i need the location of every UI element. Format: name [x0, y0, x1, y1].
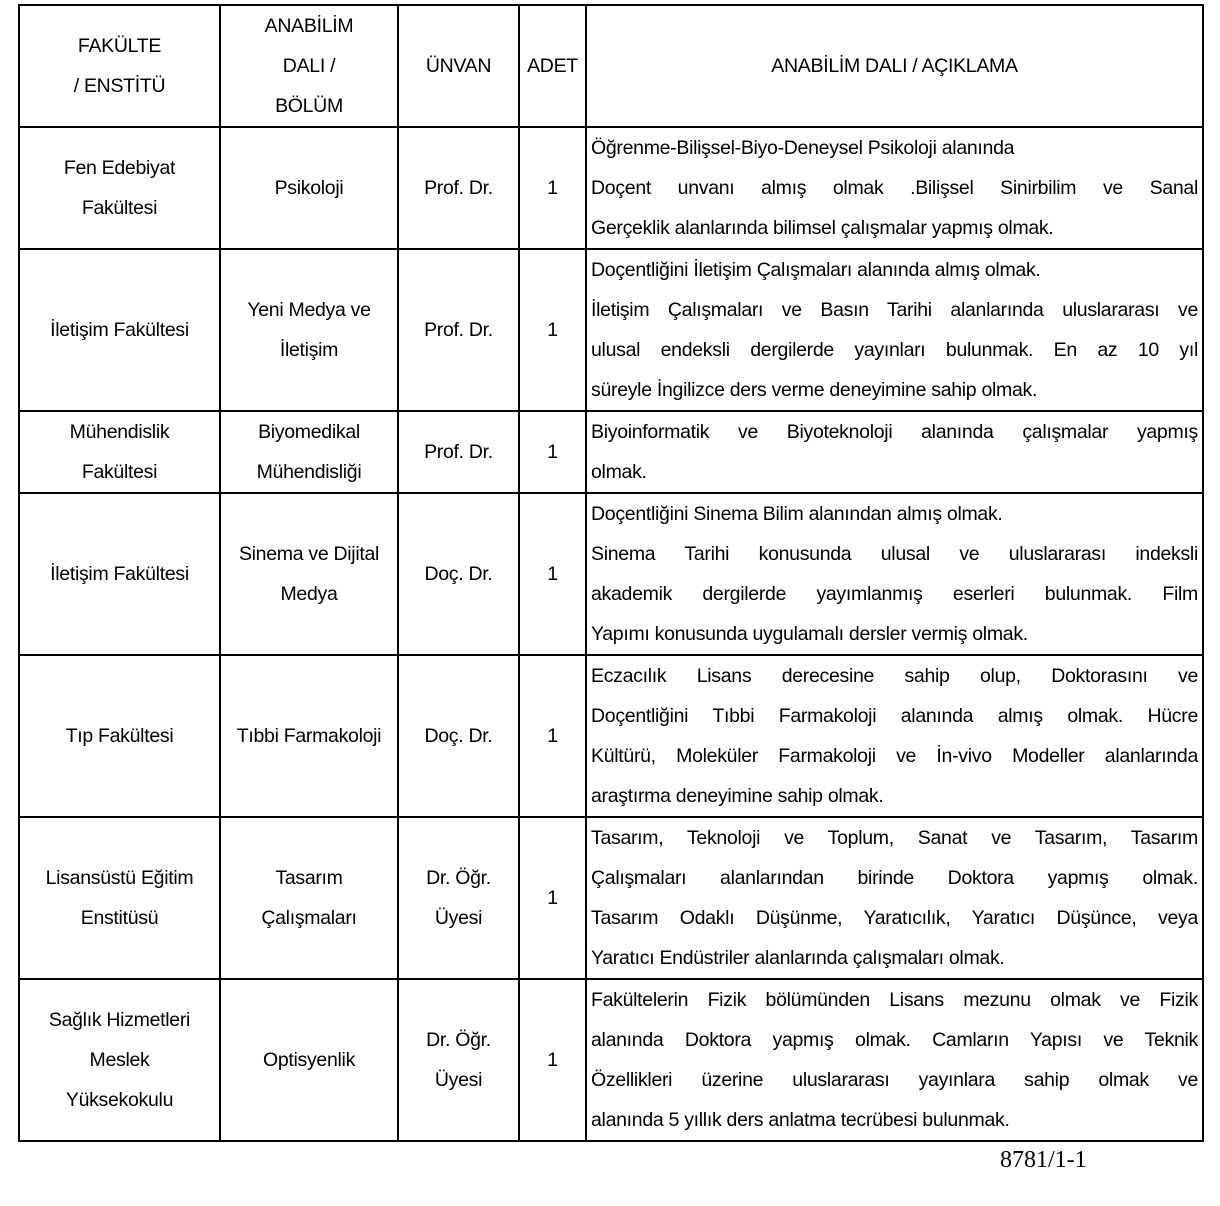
title-text: Doç. Dr.	[424, 563, 493, 585]
description-line: Özellikleri üzerine uluslararası yayınlara sahip olmak ve	[591, 1069, 1198, 1091]
faculty-text: Sağlık Hizmetleri	[48, 1009, 191, 1031]
table-row	[19, 817, 1203, 979]
description-line: Tasarım, Teknoloji ve Toplum, Sanat ve Tasarım, Tasarım	[591, 827, 1198, 849]
description-line: alanında 5 yıllık ders anlatma tecrübesi bulunmak.	[591, 1109, 1010, 1131]
faculty-text: Tıp Fakültesi	[65, 725, 174, 747]
description-line: ulusal endeksli dergilerde yayınları bulunmak. En az 10 yıl	[591, 339, 1198, 361]
description-line: Fakültelerin Fizik bölümünden Lisans mezunu olmak ve Fizik	[591, 989, 1198, 1011]
department-text: Optisyenlik	[262, 1049, 356, 1071]
count-cell: 1	[519, 493, 586, 655]
department-cell	[220, 249, 398, 411]
title-text: Üyesi	[434, 907, 483, 929]
header-description	[586, 5, 1203, 127]
faculty-cell	[19, 655, 220, 817]
header-line: ADET	[527, 55, 578, 77]
faculty-cell	[19, 979, 220, 1141]
description-line: Eczacılık Lisans derecesine sahip olup, Doktorasını ve	[591, 665, 1198, 687]
department-cell	[220, 979, 398, 1141]
description-cell	[586, 817, 1203, 979]
table-row	[19, 493, 1203, 655]
department-text: Yeni Medya ve	[247, 299, 371, 321]
title-text: Prof. Dr.	[424, 319, 493, 341]
department-text: Mühendisliği	[256, 461, 362, 483]
department-text: Psikoloji	[274, 177, 344, 199]
description-line: alanında Doktora yapmış olmak. Camların Yapısı ve Teknik	[591, 1029, 1198, 1051]
title-text: Dr. Öğr.	[426, 867, 491, 889]
title-cell	[398, 817, 519, 979]
description-line: İletişim Çalışmaları ve Basın Tarihi alanlarında uluslararası ve	[591, 299, 1198, 321]
header-line: FAKÜLTE	[77, 35, 162, 57]
department-cell	[220, 655, 398, 817]
description-cell	[586, 655, 1203, 817]
header-department	[220, 5, 398, 127]
header-count	[519, 5, 586, 127]
faculty-text: Fakültesi	[81, 461, 158, 483]
title-text: Üyesi	[434, 1069, 483, 1091]
count-cell: 1	[519, 411, 586, 493]
faculty-text: Lisansüstü Eğitim	[45, 867, 194, 889]
description-cell	[586, 411, 1203, 493]
header-row	[19, 5, 1203, 127]
description-line: olmak.	[591, 461, 647, 483]
header-faculty	[19, 5, 220, 127]
title-cell	[398, 127, 519, 249]
header-title	[398, 5, 519, 127]
header-line: / ENSTİTÜ	[73, 75, 166, 97]
table-row	[19, 249, 1203, 411]
faculty-text: Fen Edebiyat	[63, 157, 176, 179]
description-line: akademik dergilerde yayımlanmış eserleri bulunmak. Film	[591, 583, 1198, 605]
description-line: Kültürü, Moleküler Farmakoloji ve İn-vivo Modeller alanlarında	[591, 745, 1198, 767]
faculty-cell	[19, 127, 220, 249]
title-text: Prof. Dr.	[424, 177, 493, 199]
department-text: Tıbbi Farmakoloji	[236, 725, 382, 747]
faculty-cell	[19, 249, 220, 411]
department-cell	[220, 411, 398, 493]
faculty-text: Yüksekokulu	[65, 1089, 174, 1111]
description-cell	[586, 127, 1203, 249]
description-line: Doçentliğini İletişim Çalışmaları alanında almış olmak.	[591, 259, 1041, 281]
description-line: Doçent unvanı almış olmak .Bilişsel Sinirbilim ve Sanal	[591, 177, 1198, 199]
department-cell	[220, 127, 398, 249]
title-cell	[398, 249, 519, 411]
description-line: Gerçeklik alanlarında bilimsel çalışmalar yapmış olmak.	[591, 217, 1054, 239]
positions-table	[18, 4, 1204, 1142]
department-text: Tasarım	[275, 867, 343, 889]
description-line: Doçentliğini Tıbbi Farmakoloji alanında almış olmak. Hücre	[591, 705, 1198, 727]
description-cell	[586, 493, 1203, 655]
title-cell	[398, 411, 519, 493]
header-line: DALI /	[282, 55, 336, 77]
table-row	[19, 127, 1203, 249]
title-cell	[398, 655, 519, 817]
description-line: Biyoinformatik ve Biyoteknoloji alanında çalışmalar yapmış	[591, 421, 1198, 443]
count-cell: 1	[519, 979, 586, 1141]
faculty-text: İletişim Fakültesi	[50, 319, 189, 341]
header-line: ÜNVAN	[425, 55, 492, 77]
department-text: Medya	[280, 583, 338, 605]
table-row	[19, 979, 1203, 1141]
faculty-text: Fakültesi	[81, 197, 158, 219]
table-body	[19, 127, 1203, 1141]
description-line: süreyle İngilizce ders verme deneyimine sahip olmak.	[591, 379, 1038, 401]
description-line: Çalışmaları alanlarından birinde Doktora yapmış olmak.	[591, 867, 1198, 889]
table-row	[19, 655, 1203, 817]
title-cell	[398, 493, 519, 655]
header-line: BÖLÜM	[275, 95, 343, 117]
title-text: Doç. Dr.	[424, 725, 493, 747]
title-text: Prof. Dr.	[424, 441, 493, 463]
count-cell: 1	[519, 655, 586, 817]
faculty-text: Meslek	[89, 1049, 150, 1071]
description-cell	[586, 249, 1203, 411]
faculty-text: Mühendislik	[69, 421, 170, 443]
description-line: Sinema Tarihi konusunda ulusal ve uluslararası indeksli	[591, 543, 1198, 565]
title-text: Dr. Öğr.	[426, 1029, 491, 1051]
description-line: Öğrenme-Bilişsel-Biyo-Deneysel Psikoloji alanında	[591, 137, 1015, 159]
faculty-text: Enstitüsü	[80, 907, 159, 929]
description-cell	[586, 979, 1203, 1141]
department-text: Biyomedikal	[258, 421, 360, 443]
description-line: Tasarım Odaklı Düşünme, Yaratıcılık, Yaratıcı Düşünce, veya	[591, 907, 1198, 929]
department-text: İletişim	[279, 339, 339, 361]
description-line: Yapımı konusunda uygulamalı dersler vermiş olmak.	[591, 623, 1028, 645]
count-cell: 1	[519, 249, 586, 411]
faculty-cell	[19, 493, 220, 655]
faculty-cell	[19, 817, 220, 979]
faculty-text: İletişim Fakültesi	[50, 563, 189, 585]
header-line: ANABİLİM DALI / AÇIKLAMA	[771, 55, 1018, 77]
department-text: Sinema ve Dijital	[238, 543, 380, 565]
department-cell	[220, 493, 398, 655]
department-text: Çalışmaları	[261, 907, 357, 929]
table-row	[19, 411, 1203, 493]
description-line: Doçentliğini Sinema Bilim alanından almış olmak.	[591, 503, 1003, 525]
faculty-cell	[19, 411, 220, 493]
header-line: ANABİLİM	[264, 15, 354, 37]
description-line: Yaratıcı Endüstriler alanlarında çalışmaları olmak.	[591, 947, 1005, 969]
title-cell	[398, 979, 519, 1141]
department-cell	[220, 817, 398, 979]
count-cell: 1	[519, 817, 586, 979]
description-line: araştırma deneyimine sahip olmak.	[591, 785, 884, 807]
count-cell: 1	[519, 127, 586, 249]
document-number: 8781/1-1	[1000, 1147, 1087, 1173]
